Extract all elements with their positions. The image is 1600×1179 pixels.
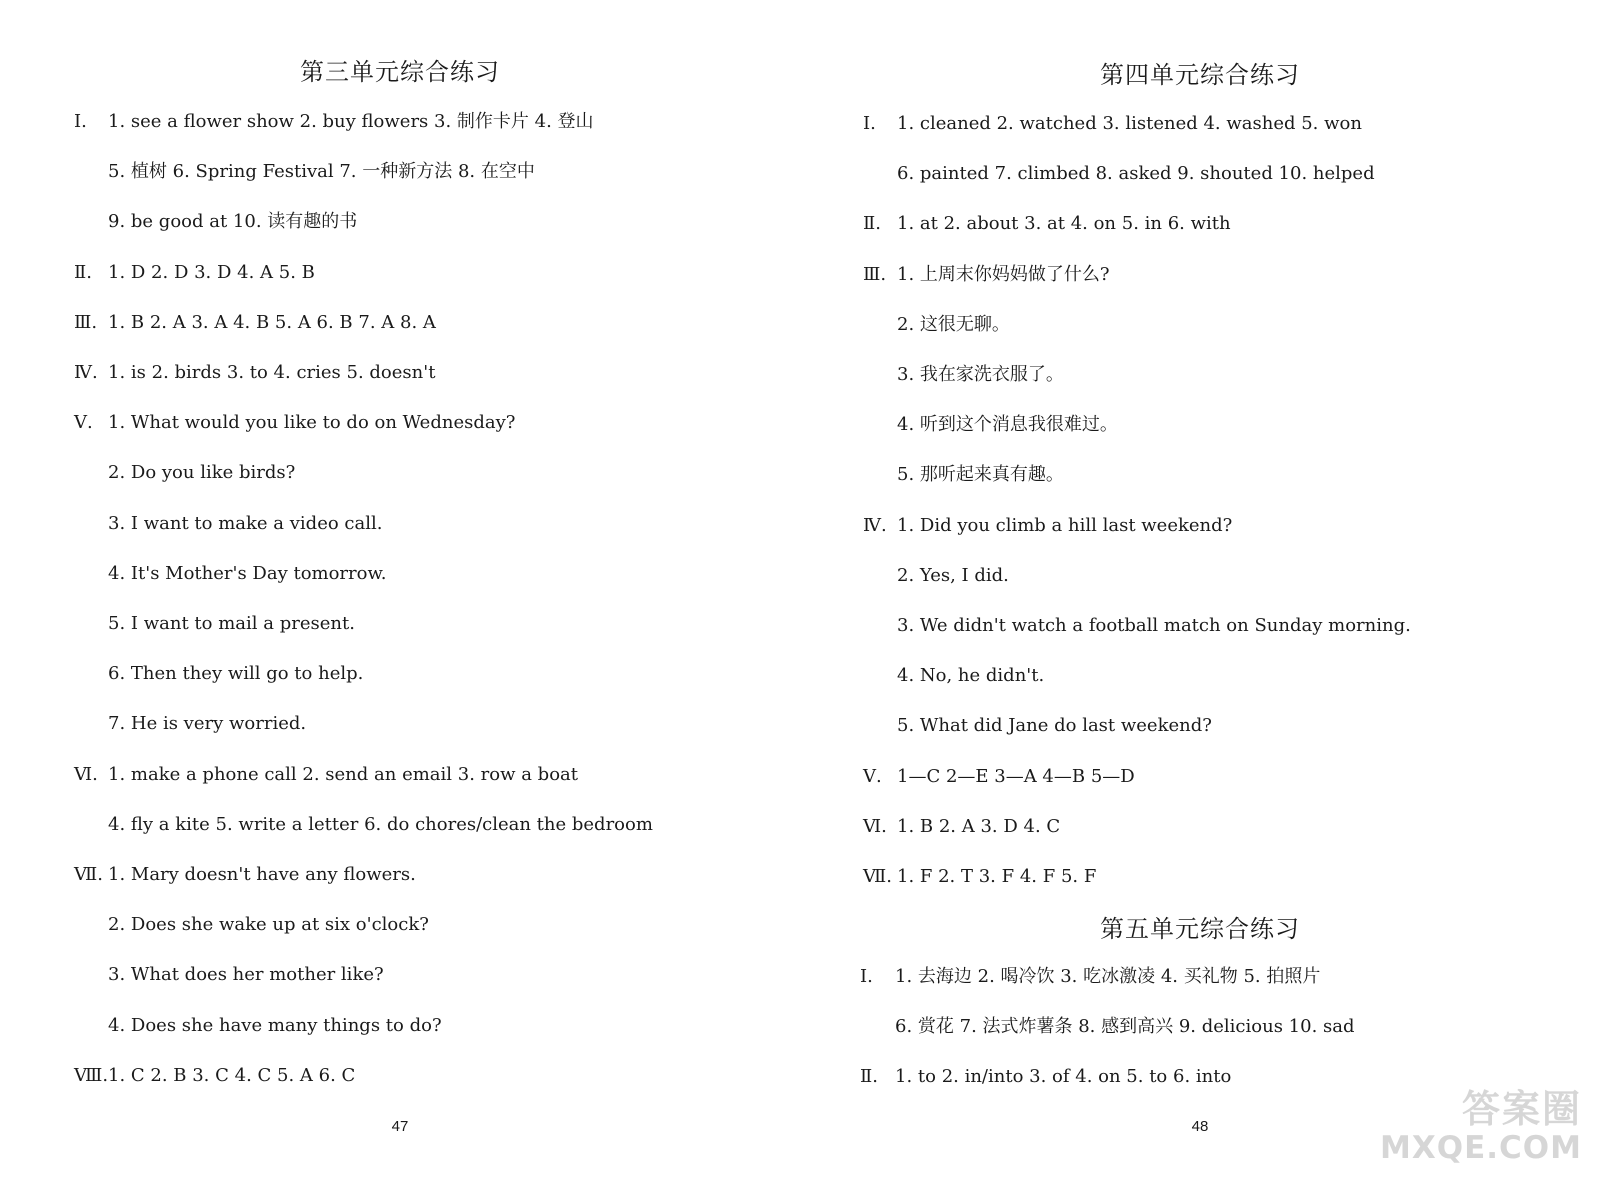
section-numeral: Ⅱ. <box>860 1066 878 1088</box>
answer-text: 1. see a flower show 2. buy flowers 3. 制作卡片 4. 登山 <box>108 111 594 132</box>
answer-text: 1. What would you like to do on Wednesday? <box>108 412 516 434</box>
answer-text: 2. Do you like birds? <box>108 462 296 484</box>
section-numeral: Ⅱ. <box>74 261 92 283</box>
section-title: 第五单元综合练习 <box>1100 915 1300 943</box>
section-numeral: Ⅷ. <box>74 1064 109 1086</box>
answer-text: 5. 那听起来真有趣。 <box>897 464 1064 486</box>
watermark <box>1380 1087 1582 1165</box>
answer-text: 2. Does she wake up at six o'clock? <box>108 914 429 936</box>
answer-text: 1. is 2. birds 3. to 4. cries 5. doesn't <box>108 362 436 383</box>
answer-text: 2. Yes, I did. <box>897 564 1009 586</box>
section-numeral: Ⅲ. <box>863 263 887 285</box>
answer-text: 3. 我在家洗衣服了。 <box>897 364 1064 385</box>
answer-text: 4. It's Mother's Day tomorrow. <box>108 562 387 584</box>
answer-text: 1. C 2. B 3. C 4. C 5. A 6. C <box>108 1064 356 1086</box>
section-numeral: Ⅶ. <box>863 866 892 887</box>
answer-text: 1. cleaned 2. watched 3. listened 4. washed 5. won <box>897 113 1362 134</box>
answer-text: 6. 赏花 7. 法式炸薯条 8. 感到高兴 9. delicious 10. sad <box>895 1016 1355 1038</box>
answer-text: 1. 上周末你妈妈做了什么? <box>897 263 1110 285</box>
section-numeral: Ⅵ. <box>863 815 887 837</box>
watermark-cn: 答案圈 <box>1461 1087 1582 1131</box>
answer-text: 6. painted 7. climbed 8. asked 9. shouted 10. helped <box>897 163 1375 185</box>
answer-text: 1. to 2. in/into 3. of 4. on 5. to 6. into <box>895 1066 1232 1088</box>
answer-text: 4. 听到这个消息我很难过。 <box>897 414 1118 436</box>
page-title: 第四单元综合练习 <box>1100 61 1300 89</box>
answer-text: 4. No, he didn't. <box>897 665 1045 687</box>
answer-text: 3. What does her mother like? <box>108 964 384 986</box>
section-numeral: Ⅳ. <box>74 362 98 383</box>
section-numeral: Ⅳ. <box>863 514 887 536</box>
section-numeral: Ⅱ. <box>863 213 881 235</box>
answer-text: 9. be good at 10. 读有趣的书 <box>108 211 358 233</box>
answer-text: 1. make a phone call 2. send an email 3. row a boat <box>108 763 578 785</box>
answer-text: 5. What did Jane do last weekend? <box>897 715 1212 737</box>
answer-text: 7. He is very worried. <box>108 713 307 735</box>
answer-text: 2. 这很无聊。 <box>897 313 1010 335</box>
section-numeral: Ⅰ. <box>74 111 87 132</box>
answer-text: 1. 去海边 2. 喝冷饮 3. 吃冰激凌 4. 买礼物 5. 拍照片 <box>895 966 1321 987</box>
answer-text: 5. 植树 6. Spring Festival 7. 一种新方法 8. 在空中 <box>108 161 535 183</box>
answer-text: 1—C 2—E 3—A 4—B 5—D <box>897 765 1135 787</box>
section-numeral: Ⅶ. <box>74 864 103 885</box>
page-number: 48 <box>1191 1118 1209 1135</box>
answer-text: 4. fly a kite 5. write a letter 6. do chores/clean the bedroom <box>108 813 653 835</box>
section-numeral: Ⅰ. <box>860 966 873 987</box>
section-numeral: Ⅴ. <box>863 765 882 787</box>
section-numeral: Ⅰ. <box>863 113 876 134</box>
watermark-en: MXQE.COM <box>1379 1130 1582 1166</box>
answer-text: 1. B 2. A 3. A 4. B 5. A 6. B 7. A 8. A <box>108 311 436 333</box>
answer-text: 3. I want to make a video call. <box>108 512 383 534</box>
answer-text: 5. I want to mail a present. <box>108 613 355 634</box>
answer-text: 1. at 2. about 3. at 4. on 5. in 6. with <box>897 213 1231 235</box>
answer-text: 3. We didn't watch a football match on Sunday morning. <box>897 615 1411 636</box>
answer-text: 1. F 2. T 3. F 4. F 5. F <box>897 866 1097 887</box>
answer-text: 4. Does she have many things to do? <box>108 1014 442 1036</box>
page-title: 第三单元综合练习 <box>300 58 500 86</box>
section-numeral: Ⅴ. <box>74 412 93 434</box>
answer-text: 1. D 2. D 3. D 4. A 5. B <box>108 261 315 283</box>
section-numeral: Ⅲ. <box>74 311 98 333</box>
page-number: 47 <box>391 1118 409 1135</box>
right-page <box>800 0 1600 1179</box>
answer-text: 6. Then they will go to help. <box>108 663 364 685</box>
section-numeral: Ⅵ. <box>74 763 98 785</box>
answer-text: 1. Did you climb a hill last weekend? <box>897 514 1233 536</box>
answer-text: 1. B 2. A 3. D 4. C <box>897 815 1061 837</box>
answer-text: 1. Mary doesn't have any flowers. <box>108 864 416 885</box>
